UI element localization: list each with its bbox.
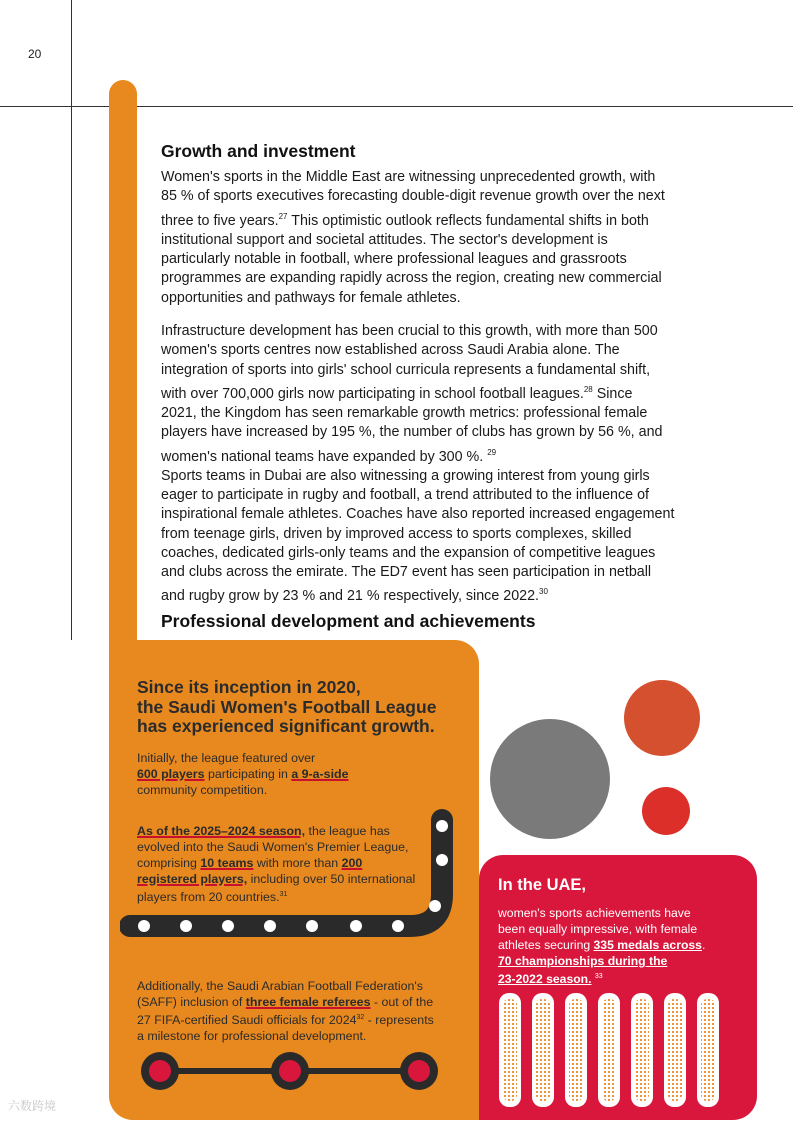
text-line: Women's sports in the Middle East are witnessing unprecedented growth, with <box>161 169 656 185</box>
track-dot <box>392 920 404 932</box>
text-line: and clubs across the emirate. The ED7 event has seen participation in netball <box>161 564 652 581</box>
league-headline <box>137 678 467 737</box>
referee-line-graphic <box>130 1048 450 1094</box>
watermark: 六数跨境 <box>8 1099 57 1113</box>
text-line: women's national teams have expanded by 300 %. $^{29}$ <box>161 447 497 465</box>
text-line: Infrastructure development has been crucial to this growth, with more than 500 <box>161 323 658 339</box>
medal-bar-dots <box>569 999 583 1101</box>
footnote-ref: 29 <box>487 447 497 457</box>
track-dot <box>264 920 276 932</box>
medal-bar-dots <box>701 999 715 1101</box>
headline-line: the Saudi Women's Football League <box>137 696 437 717</box>
track-dot <box>180 920 192 932</box>
text-line: institutional support and societal attitudes. The sector's development is <box>161 231 608 248</box>
headline-line: Since its inception in 2020, <box>137 677 361 697</box>
text-line: 600 players participating in a 9-a-side <box>137 767 349 781</box>
league-initial-text <box>137 750 437 798</box>
text-line: from teenage girls, driven by improved access to sports complexes, skilled <box>161 525 632 542</box>
text-line: players from 20 countries.$^{31}$ <box>137 890 288 905</box>
text-line: evolved into the Saudi Women's Premier League, <box>137 840 409 854</box>
uae-title: In the UAE, <box>498 876 587 894</box>
text-line: Sports teams in Dubai are also witnessing a growing interest from young girls <box>161 467 650 484</box>
text-line: 27 FIFA-certified Saudi officials for 2024$^{32}$ - represents <box>137 1013 434 1028</box>
text-line: registered players, including over 50 international <box>137 872 416 886</box>
medal-bar-dots <box>635 999 649 1101</box>
text-line: eager to participate in rugby and football, a trend attributed to the influence of <box>161 486 650 503</box>
text-line: inspirational female athletes. Coaches have also reported increased engagement <box>161 506 675 523</box>
text-line: As of the 2025–2024 season, the league has <box>137 824 390 838</box>
growth-paragraph-1 <box>161 168 721 308</box>
medal-bars <box>495 990 735 1112</box>
uae-text <box>498 905 728 987</box>
track-dot <box>138 920 150 932</box>
referees-text <box>137 978 457 1044</box>
text-line: with over 700,000 girls now participating in school football leagues.$^{28}$ Since <box>161 384 633 402</box>
text-line: coaches, dedicated girls-only teams and the expansion of competitive leagues <box>161 544 656 561</box>
text-line: (SAFF) inclusion of three female referees - out of the <box>137 995 434 1009</box>
track-dot <box>350 920 362 932</box>
text-line: 70 championships during the <box>498 954 668 968</box>
text-line: community competition. <box>137 783 268 797</box>
text-line: women's sports centres now established across Saudi Arabia alone. The <box>161 342 620 359</box>
track-graphic <box>120 808 470 943</box>
professional-heading: Professional development and achievements <box>161 611 536 631</box>
referee-node-center <box>279 1060 301 1082</box>
medal-bar-dots <box>503 999 517 1101</box>
text-line: 23-2022 season. $^{33}$ <box>498 972 603 987</box>
medal-bar-dots <box>536 999 550 1101</box>
footnote-ref: 28 <box>583 384 593 394</box>
page-number: 20 <box>28 47 42 61</box>
grey-circle <box>490 719 610 839</box>
referee-node-center <box>408 1060 430 1082</box>
text-line: been equally impressive, with female <box>498 922 698 936</box>
orange-red-circle <box>624 680 700 756</box>
text-line: 85 % of sports executives forecasting double-digit revenue growth over the next <box>161 188 665 205</box>
text-line: integration of sports into girls' school curricula represents a fundamental shift, <box>161 361 651 378</box>
text-line: Additionally, the Saudi Arabian Football Federation's <box>137 979 423 993</box>
text-line: opportunities and pathways for female athletes. <box>161 289 461 306</box>
track-dot <box>306 920 318 932</box>
track-path <box>130 820 442 926</box>
track-dot <box>429 900 441 912</box>
text-line: 2021, the Kingdom has seen remarkable growth metrics: professional female <box>161 404 648 421</box>
vertical-rule <box>71 0 72 640</box>
text-line: Initially, the league featured over <box>137 751 316 765</box>
footnote-ref: 27 <box>278 211 288 221</box>
text-line: programmes are expanding rapidly across the region, creating new commercial <box>161 270 662 287</box>
medal-bar-dots <box>668 999 682 1101</box>
headline-line: has experienced significant growth. <box>137 716 435 736</box>
footnote-ref: 30 <box>539 587 548 597</box>
referee-node-center <box>149 1060 171 1082</box>
text-line: players have increased by 195 %, the number of clubs has grown by 56 %, and <box>161 424 663 441</box>
growth-heading: Growth and investment <box>161 141 356 161</box>
growth-paragraph-2 <box>161 322 721 606</box>
track-dot <box>436 820 448 832</box>
medal-bar-dots <box>602 999 616 1101</box>
track-dot <box>436 854 448 866</box>
text-line: particularly notable in football, where professional leagues and grassroots <box>161 250 627 267</box>
track-dot <box>222 920 234 932</box>
text-line: women's sports achievements have <box>498 906 691 920</box>
text-line: athletes securing 335 medals across. <box>498 938 706 952</box>
text-line: three to five years.$^{27}$ This optimistic outlook reflects fundamental shifts in both <box>161 211 649 229</box>
text-line: comprising 10 teams with more than 200 <box>137 856 363 870</box>
text-line: and rugby grow by 23 % and 21 % respectively, since 2022.30 <box>161 587 548 605</box>
text-line: a milestone for professional development. <box>137 1029 367 1044</box>
red-circle <box>642 787 690 835</box>
